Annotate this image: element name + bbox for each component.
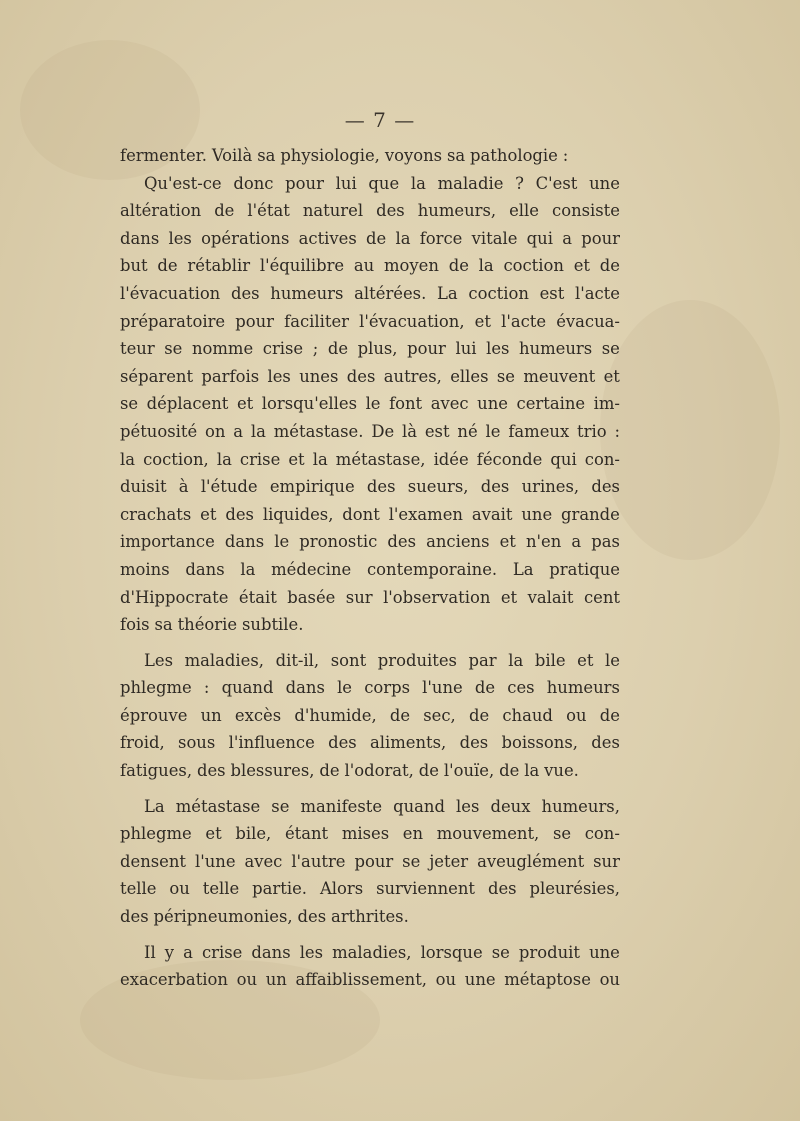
page-number: — 7 —	[344, 108, 416, 132]
text-line: séparent parfois les unes des autres, elles se meuvent et	[120, 366, 620, 386]
text-line: importance dans le pronostic des anciens et n'en a pas	[120, 532, 620, 552]
text-line: fatigues, des blessures, de l'odorat, de l'ouïe, de la vue.	[120, 761, 579, 781]
text-line: la coction, la crise et la métastase, idée féconde qui con-	[120, 449, 620, 469]
text-line: altération de l'état naturel des humeurs, elle consiste	[120, 201, 620, 221]
text-line: des péripneumonies, des arthrites.	[120, 907, 409, 927]
text-line: fermenter. Voilà sa physiologie, voyons sa pathologie :	[120, 146, 569, 165]
text-line: phlegme : quand dans le corps l'une de ces humeurs	[120, 678, 620, 698]
text-line: dans les opérations actives de la force vitale qui a pour	[120, 228, 620, 248]
paragraph-gap	[120, 639, 620, 647]
text-line: phlegme et bile, étant mises en mouvement, se con-	[120, 824, 620, 844]
text-line: froid, sous l'influence des aliments, des boissons, des	[120, 733, 620, 753]
body-text	[120, 142, 620, 994]
text-line: exacerbation ou un affaiblissement, ou une métaptose ou	[120, 970, 620, 990]
text-line: l'évacuation des humeurs altérées. La coction est l'acte	[120, 283, 620, 303]
text-line: pétuosité on a la métastase. De là est né le fameux trio :	[120, 421, 620, 441]
text-line: éprouve un excès d'humide, de sec, de chaud ou de	[120, 705, 620, 725]
text-line: préparatoire pour faciliter l'évacuation, et l'acte évacua-	[120, 311, 620, 331]
text-line: moins dans la médecine contemporaine. La pratique	[120, 559, 620, 579]
text-line: Les maladies, dit-il, sont produites par la bile et le	[144, 650, 620, 670]
text-line: duisit à l'étude empirique des sueurs, des urines, des	[120, 477, 620, 497]
text-line: Qu'est-ce donc pour lui que la maladie ? C'est une	[144, 173, 620, 193]
text-line: d'Hippocrate était basée sur l'observation et valait cent	[120, 587, 620, 607]
paragraph-gap	[120, 931, 620, 939]
text-line: crachats et des liquides, dont l'examen avait une grande	[120, 504, 620, 524]
paragraph-gap	[120, 785, 620, 793]
text-line: Il y a crise dans les maladies, lorsque se produit une	[144, 942, 620, 962]
text-line: teur se nomme crise ; de plus, pour lui les humeurs se	[120, 339, 620, 359]
text-line: fois sa théorie subtile.	[120, 615, 304, 635]
text-line: densent l'une avec l'autre pour se jeter aveuglément sur	[120, 851, 620, 871]
text-line: se déplacent et lorsqu'elles le font avec une certaine im-	[120, 394, 620, 414]
text-line: but de rétablir l'équilibre au moyen de la coction et de	[120, 256, 620, 276]
paper-stain	[600, 300, 780, 560]
text-line: La métastase se manifeste quand les deux humeurs,	[144, 796, 620, 816]
text-line: telle ou telle partie. Alors surviennent des pleurésies,	[120, 879, 620, 899]
